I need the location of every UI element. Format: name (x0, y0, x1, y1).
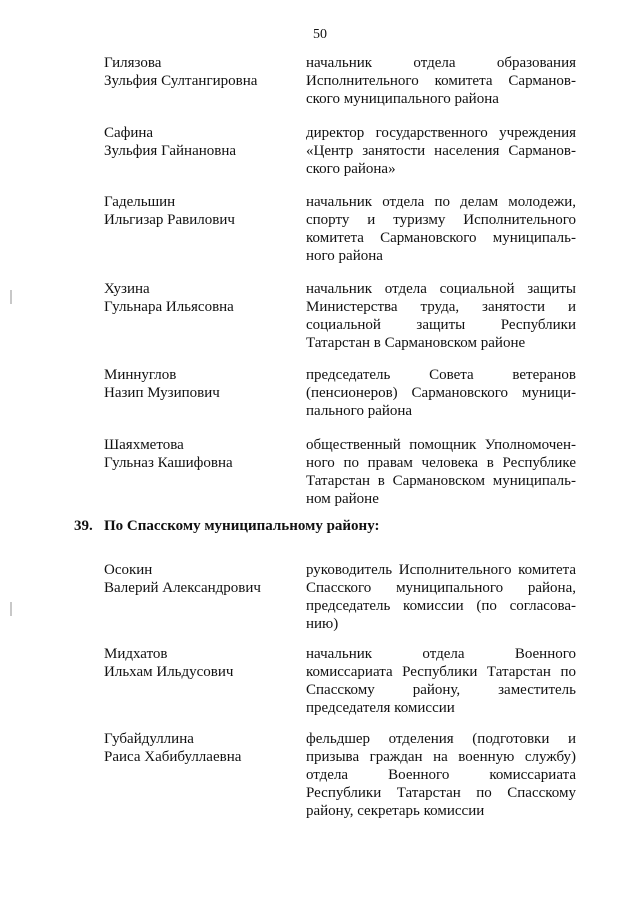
member-surname: Гадельшин (104, 194, 176, 210)
margin-scan-mark (10, 290, 12, 304)
position-line: председателя комиссии (306, 700, 455, 716)
member-given-names: Гульнара Ильясовна (104, 299, 234, 315)
member-position (306, 193, 576, 265)
position-line: спорту и туризму Исполнительного (306, 212, 576, 228)
member-surname: Осокин (104, 562, 153, 578)
member-name (104, 280, 294, 316)
position-line: Министерства труда, занятости и (306, 299, 576, 315)
member-surname: Губайдуллина (104, 731, 194, 747)
position-line: фельдшер отделения (подготовки и (306, 731, 576, 747)
position-line: Татарстан в Сармановском муниципаль- (306, 473, 576, 489)
member-name (104, 561, 294, 597)
page-number: 50 (313, 27, 327, 42)
member-position (306, 561, 576, 633)
section-number: 39. (74, 518, 93, 534)
member-position (306, 645, 576, 717)
margin-scan-mark (10, 602, 12, 616)
member-given-names: Валерий Александрович (104, 580, 261, 596)
position-line: общественный помощник Уполномочен- (306, 437, 576, 453)
position-line: (пенсионеров) Сармановского муници- (306, 385, 576, 401)
member-position (306, 124, 576, 178)
member-position (306, 54, 576, 108)
section-heading (74, 517, 380, 535)
member-given-names: Зульфия Султангировна (104, 73, 258, 89)
position-line: Спасскому району, заместитель (306, 682, 576, 698)
position-line: начальник отдела по делам молодежи, (306, 194, 576, 210)
position-line: «Центр занятости населения Сарманов- (306, 143, 576, 159)
position-line: руководитель Исполнительного комитета (306, 562, 576, 578)
position-line: призыва граждан на военную службу) (306, 749, 576, 765)
position-line: начальник отдела Военного (306, 646, 576, 662)
position-line: нию) (306, 616, 339, 632)
member-surname: Гилязова (104, 55, 162, 71)
position-line: председатель Совета ветеранов (306, 367, 576, 383)
member-given-names: Гульназ Кашифовна (104, 455, 233, 471)
position-line: ном районе (306, 491, 379, 507)
member-position (306, 730, 576, 820)
position-line: директор государственного учреждения (306, 125, 576, 141)
member-surname: Хузина (104, 281, 150, 297)
member-name (104, 366, 294, 402)
position-line: комитета Сармановского муниципаль- (306, 230, 576, 246)
member-name (104, 124, 294, 160)
position-line: ного по правам человека в Республике (306, 455, 576, 471)
member-surname: Сафина (104, 125, 154, 141)
member-surname: Мидхатов (104, 646, 168, 662)
position-line: Исполнительного комитета Сарманов- (306, 73, 576, 89)
position-line: социальной защиты Республики (306, 317, 576, 333)
section-title: По Спасскому муниципальному району: (104, 518, 380, 534)
member-name (104, 54, 294, 90)
position-line: председатель комиссии (по согласова- (306, 598, 576, 614)
member-surname: Шаяхметова (104, 437, 184, 453)
position-line: отдела Военного комиссариата (306, 767, 576, 783)
member-surname: Миннуглов (104, 367, 177, 383)
position-line: пального района (306, 403, 413, 419)
member-given-names: Раиса Хабибуллаевна (104, 749, 242, 765)
member-position (306, 436, 576, 508)
member-position (306, 280, 576, 352)
member-name (104, 193, 294, 229)
member-name (104, 436, 294, 472)
member-name (104, 645, 294, 681)
position-line: району, секретарь комиссии (306, 803, 485, 819)
position-line: ного района (306, 248, 383, 264)
position-line: начальник отдела социальной защиты (306, 281, 576, 297)
position-line: ского муниципального района (306, 91, 499, 107)
position-line: Республики Татарстан по Спасскому (306, 785, 576, 801)
member-position (306, 366, 576, 420)
position-line: комиссариата Республики Татарстан по (306, 664, 576, 680)
position-line: начальник отдела образования (306, 55, 576, 71)
member-given-names: Назип Музипович (104, 385, 220, 401)
position-line: Спасского муниципального района, (306, 580, 576, 596)
member-given-names: Ильгизар Равилович (104, 212, 235, 228)
position-line: ского района» (306, 161, 396, 177)
member-given-names: Зульфия Гайнановна (104, 143, 237, 159)
position-line: Татарстан в Сармановском районе (306, 335, 526, 351)
member-given-names: Ильхам Ильдусович (104, 664, 234, 680)
member-name (104, 730, 294, 766)
